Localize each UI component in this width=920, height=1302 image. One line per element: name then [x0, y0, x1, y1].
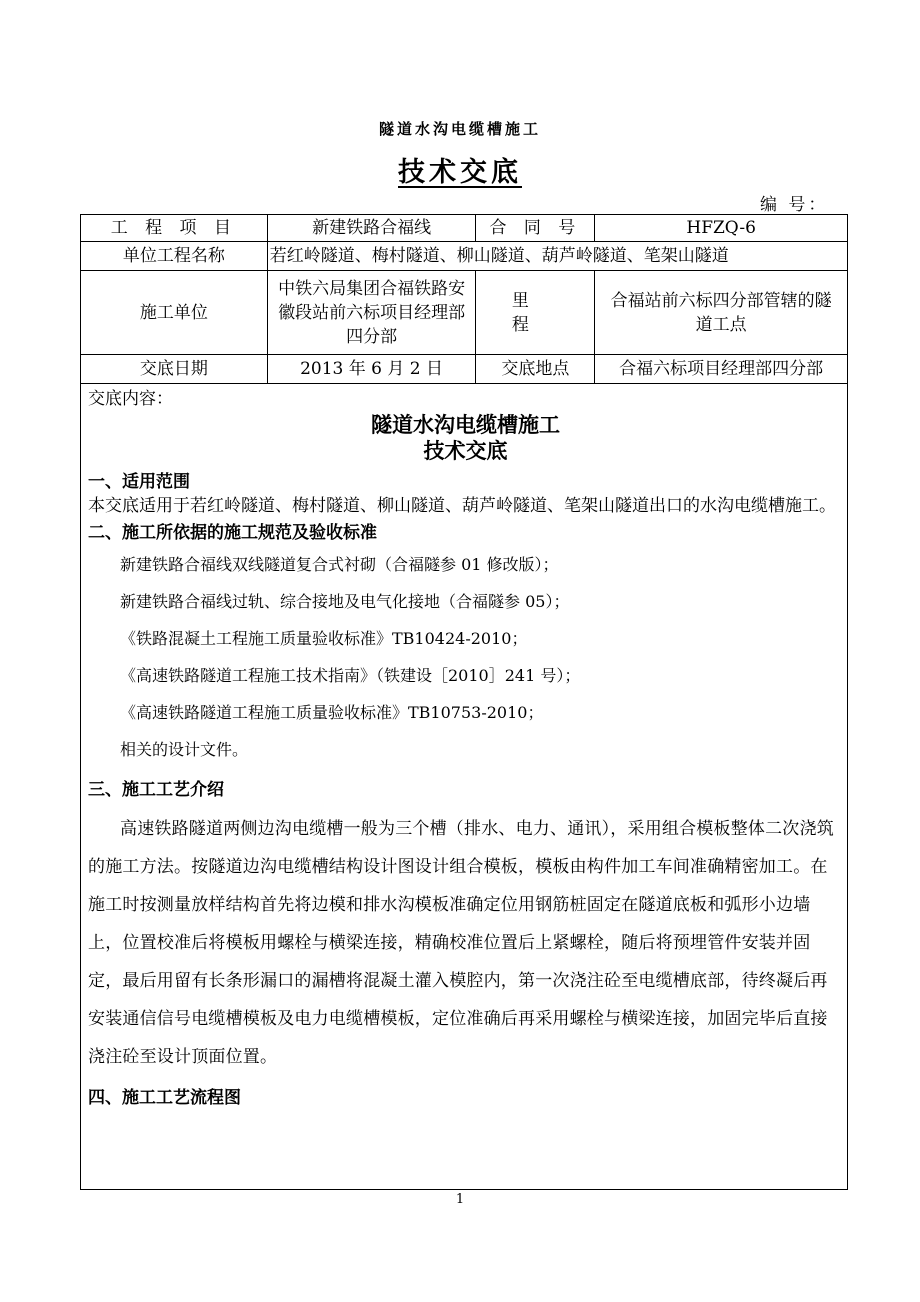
list-item: 《高速铁路隧道工程施工质量验收标准》TB10753-2010； — [120, 703, 544, 722]
doc-number-label: 编 号： — [760, 195, 829, 215]
list-item: 《高速铁路隧道工程施工技术指南》（铁建设［2010］241 号）； — [120, 666, 581, 685]
page-number: 1 — [455, 1192, 465, 1207]
table-row — [81, 355, 848, 384]
section-heading: 四、施工工艺流程图 — [88, 1088, 241, 1108]
content-title-line2: 技术交底 — [423, 439, 508, 463]
section-heading: 二、施工所依据的施工规范及验收标准 — [88, 523, 377, 543]
content-section — [88, 386, 843, 1118]
table-row — [81, 242, 848, 271]
content-label: 交底内容： — [88, 389, 173, 409]
date-label: 交底日期 — [81, 355, 268, 384]
location-label: 交底地点 — [476, 355, 595, 384]
scope-text: 本交底适用于若红岭隧道、梅村隧道、柳山隧道、葫芦岭隧道、笔架山隧道出口的水沟电缆槽施工。 — [88, 496, 836, 516]
section-heading: 三、施工工艺介绍 — [88, 780, 224, 800]
table-row — [81, 215, 848, 242]
unit-project-label: 单位工程名称 — [81, 242, 268, 271]
content-title-line1: 隧道水沟电缆槽施工 — [371, 413, 560, 437]
unit-project-value: 若红岭隧道、梅村隧道、柳山隧道、葫芦岭隧道、笔架山隧道 — [267, 242, 847, 271]
document-title-text: 技术交底 — [398, 157, 522, 188]
section-heading: 一、适用范围 — [88, 472, 190, 492]
mileage-value: 合福站前六标四分部管辖的隧道工点 — [595, 271, 848, 355]
contractor-value: 中铁六局集团合福铁路安徽段站前六标项目经理部四分部 — [267, 271, 476, 355]
document-title — [0, 150, 920, 189]
project-value: 新建铁路合福线 — [267, 215, 476, 242]
date-value: 2013 年 6 月 2 日 — [267, 355, 476, 384]
list-item: 新建铁路合福线双线隧道复合式衬砌（合福隧参 01 修改版）； — [120, 555, 559, 574]
list-item: 相关的设计文件。 — [120, 740, 249, 759]
contract-label: 合 同 号 — [476, 215, 595, 242]
project-label: 工 程 项 目 — [81, 215, 268, 242]
contract-value: HFZQ-6 — [595, 215, 848, 242]
mileage-label: 里 程 — [476, 271, 595, 355]
process-text: 高速铁路隧道两侧边沟电缆槽一般为三个槽（排水、电力、通讯），采用组合模板整体二次浇筑的施工方法。按隧道边沟电缆槽结构设计图设计组合模板，模板由构件加工车间准确精密加工。在施工时按测量放样结构首先将边模和排水沟模板准确定位用钢筋桩固定在隧道底板和弧形小边墙上，位置校准后将模板用螺栓与横梁连接，精确校准位置后上紧螺栓，随后将预埋管件安装并固定，最后用留有长条形漏口的漏槽将混凝土灌入模腔内，第一次浇注砼至电缆槽底部，待终凝后再安装通信信号电缆槽模板及电力电缆槽模板，定位准确后再采用螺栓与横梁连接，加固完毕后直接浇注砼至设计顶面位置。 — [88, 819, 834, 1067]
document-subtitle: 隧道水沟电缆槽施工 — [378, 120, 541, 138]
location-value: 合福六标项目经理部四分部 — [595, 355, 848, 384]
table-row — [81, 271, 848, 355]
contractor-label: 施工单位 — [81, 271, 268, 355]
list-item: 《铁路混凝土工程施工质量验收标准》TB10424-2010； — [120, 629, 528, 648]
list-item: 新建铁路合福线过轨、综合接地及电气化接地（合福隧参 05）； — [120, 592, 570, 611]
info-table — [80, 214, 848, 384]
